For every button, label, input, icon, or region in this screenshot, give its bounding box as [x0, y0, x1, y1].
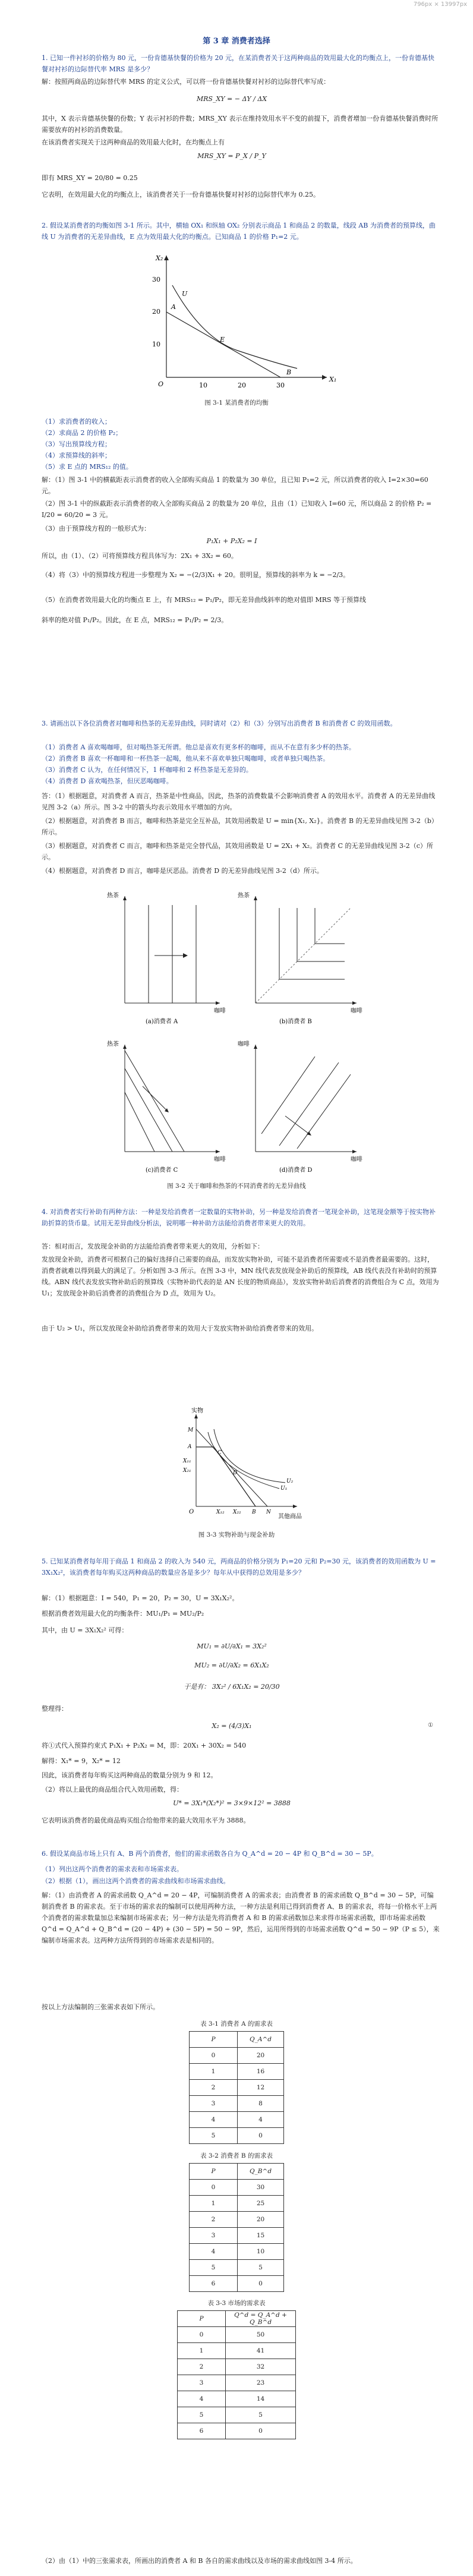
table-3-3 [177, 2310, 296, 2439]
table-3-3-caption: 表 3-3 市场的需求表 [207, 2300, 266, 2307]
fig33-label-x11: X₁₁ [183, 1458, 191, 1464]
table-3-2-caption: 表 3-2 消费者 B 的需求表 [200, 2152, 273, 2159]
q2-sub-1: （1）求消费者的收入； [42, 418, 111, 425]
table-row [190, 2048, 284, 2064]
q4-answer: 答：相对而言，发放现金补助的方法能给消费者带来更大的效用，分析如下： [42, 1243, 264, 1250]
fig32a-caption: (a)消费者 A [146, 1019, 178, 1025]
q6-answer-1: 解：（1）由消费者 A 的需求函数 Q_A^d = 20 − 4P，可编制消费者 A 的需求表；由消费者 B 的需求函数 Q_B^d = 30 − 5P，可编制消费者 B 的需求表。至于市场的需求表的编制可以使用两种方法，一种方法是利用已得到消费者 A、B 的需求表，将每一价格水平上两个消费者的需求数量加总来编制市场需求表；另一种方法是先将消费者 A 和 B 的需求函数加总来求得市场需求函数，即市场需求函数 Q^d = Q_A^d + Q_B^d = (20 − 4P) + (30 − 5P) = 50 − 9P，然后，运用所得到的市场需求函数 Q^d = 50 − 9P（P ≤ 5），来编制市场需求表。这两种方法所得到的市场需求表是相同的。 [42, 1891, 440, 1944]
table-cell: 41 [226, 2343, 296, 2359]
fig31-x-tick-20: 20 [238, 381, 246, 389]
table-cell: 6 [178, 2423, 226, 2439]
table-cell: 8 [238, 2096, 284, 2112]
q1-body-3: 即有 MRS_XY = 20/80 = 0.25 [42, 174, 138, 182]
q6-sub-1: （1）列出这两个消费者的需求表和市场需求表。 [42, 1865, 183, 1873]
q5-answer-intro: 解：（1）根据题意：I = 540，P₁ = 20，P₂ = 30，U = 3X₁X₂²。 [42, 1594, 239, 1602]
table-row [190, 2212, 284, 2228]
q2-sub-questions [42, 416, 440, 472]
table-3-3-header-p: P [178, 2311, 226, 2327]
table-cell: 2 [178, 2359, 226, 2375]
table-cell: 20 [238, 2212, 284, 2228]
table-3-1-header-p: P [190, 2032, 238, 2048]
table-row [178, 2359, 296, 2375]
table-row [190, 2080, 284, 2096]
table-cell: 3 [190, 2096, 238, 2112]
q5-x2-equation: X₂ = (4/3)X₁ [212, 1722, 252, 1730]
q5-answer-from: 其中，由 U = 3X₁X₂² 可得： [42, 1626, 128, 1634]
figure-3-2-caption: 图 3-2 关于咖啡和热茶的不同消费者的无差异曲线 [167, 1183, 306, 1190]
table-row [190, 2096, 284, 2112]
table-cell: 4 [178, 2391, 226, 2407]
q3-item-3: （3）消费者 C 认为，在任何情况下，1 杯咖啡和 2 杯热茶是无差异的。 [42, 766, 253, 774]
q1-body-4: 它表明，在效用最大化的均衡点上，该消费者关于一份肯德基快餐对衬衫的边际替代率为 0.25。 [42, 191, 320, 198]
table-row [190, 2276, 284, 2292]
q4-body-2: 由于 U₂ > U₁，所以发放现金补助给消费者带来的效用大于发放实物补助给消费者带来的效用。 [42, 1325, 319, 1332]
table-cell: 3 [178, 2375, 226, 2391]
q1-formula-equilibrium: MRS_XY = P_X / P_Y [197, 152, 266, 160]
q1-formula-mrs: MRS_XY = − ΔY / ΔX [196, 95, 267, 103]
fig31-x-tick-30: 30 [276, 381, 285, 389]
table-cell: 5 [178, 2407, 226, 2423]
table-row [178, 2407, 296, 2423]
fig31-x-tick-10: 10 [199, 381, 207, 389]
fig32d-y-label: 咖啡 [238, 1041, 250, 1048]
table-3-3-header-q: Q^d = Q_A^d + Q_B^d [226, 2311, 296, 2327]
fig33-label-b: B [252, 1509, 256, 1515]
q3-item-4: （4）消费者 D 喜欢喝热茶，但厌恶喝咖啡。 [42, 777, 173, 785]
table-cell: 2 [190, 2212, 238, 2228]
fig33-label-u1: U₁ [280, 1486, 288, 1492]
table-cell: 3 [190, 2228, 238, 2244]
q3-answer-1: 答：（1）根据题意，对消费者 A 而言，热茶是中性商品，因此，热茶的消费数量不会影响消费者 A 的效用水平。消费者 A 的无差异曲线见图 3-2（a）所示。图 3-2 中的箭头均表示效用水平增加的方向。 [42, 792, 436, 811]
table-cell: 0 [178, 2327, 226, 2343]
fig33-curve-u2 [214, 1429, 285, 1483]
q6-answer-3: （2）由（1）中的三张需求表，所画出的消费者 A 和 B 各自的需求曲线以及市场的需求曲线如图 3-4 所示。 [42, 2557, 357, 2565]
q1-body-2: 在该消费者实现关于这两种商品的效用最大化时，在均衡点上有 [42, 138, 225, 146]
table-3-1-caption: 表 3-1 消费者 A 的需求表 [200, 2020, 273, 2028]
table-cell: 0 [190, 2180, 238, 2196]
fig32-panel-a [107, 891, 226, 1025]
table-cell: 30 [238, 2180, 284, 2196]
q2-sub-4: （4）求预算线的斜率； [42, 452, 111, 459]
table-cell: 0 [226, 2423, 296, 2439]
table-cell: 50 [226, 2327, 296, 2343]
table-row [178, 2391, 296, 2407]
table-3-2 [189, 2163, 284, 2292]
q2-sub-3: （3）写出预算线方程； [42, 440, 111, 448]
table-row [190, 2260, 284, 2276]
q3-items [42, 742, 440, 787]
fig31-indifference-curve-u [172, 285, 297, 368]
fig33-label-x12: X₁₂ [216, 1509, 225, 1515]
chapter-title: 第 3 章 消费者选择 [203, 37, 270, 46]
q5-solve: 解得：X₁* = 9，X₂* = 12 [42, 1757, 121, 1765]
q6-answer-2: 按以上方法编制的三张需求表如下所示。 [42, 2003, 159, 2011]
table-cell: 1 [190, 2196, 238, 2212]
fig32-panel-d [238, 1040, 362, 1174]
fig32c-x-label: 咖啡 [214, 1156, 226, 1163]
q5-mu1: MU₁ = ∂U/∂X₁ = 3X₂² [197, 1642, 267, 1650]
q3-answer-2: （2）根据题意，对消费者 B 而言，咖啡和热茶是完全互补品，其效用函数是 U = min{X₁, X₂}。消费者 B 的无差异曲线见图 3-2（b）所示。 [42, 817, 438, 836]
fig33-label-m: M [188, 1427, 194, 1433]
fig31-origin: O [158, 380, 164, 388]
q2-sub-2: （2）求商品 2 的价格 P₂； [42, 429, 122, 437]
q5-total-utility: U* = 3X₁*(X₂*)² = 3×9×12² = 3888 [173, 1799, 291, 1807]
q2-answer-1: 解：（1）图 3-1 中的横截距表示消费者的收入全部购买商品 1 的数量为 30 单位，且已知 P₁=2 元，所以消费者的收入 I=2×30=60 元。 [42, 476, 428, 495]
q5-question: 5. 已知某消费者每年用于商品 1 和商品 2 的收入为 540 元，两商品的价格分别为 P₁=20 元和 P₂=30 元，该消费者的效用函数为 U = 3X₁X₂²，该消费者每年购买这两种商品的数量应各是多少？每年从中获得的总效用是多少？ [42, 1557, 436, 1577]
fig32a-y-label: 热茶 [107, 893, 119, 899]
table-cell: 32 [226, 2359, 296, 2375]
table-cell: 25 [238, 2196, 284, 2212]
table-row [178, 2423, 296, 2439]
q5-answer-condition: 根据消费者效用最大化的均衡条件：MU₁/P₁ = MU₂/P₂ [42, 1610, 204, 1618]
q5-simplify: 整理得： [42, 1705, 68, 1713]
q5-total-utility-conclusion: 它表明该消费者的最优商品购买组合给他带来的最大效用水平为 3888。 [42, 1817, 250, 1824]
fig32b-caption: (b)消费者 B [279, 1019, 312, 1025]
fig33-y-label: 实物 [191, 1408, 203, 1414]
q3-answer-3: （3）根据题意，对消费者 C 而言，咖啡和热茶是完全替代品，其效用函数是 U = 2X₁ + X₂。消费者 C 的无差异曲线见图 3-2（c）所示。 [42, 842, 433, 861]
q5-budget: 将①式代入预算约束式 P₁X₁ + P₂X₂ = M，即：20X₁ + 30X₂ = 540 [42, 1742, 247, 1749]
fig33-label-x22: X₂₂ [233, 1509, 241, 1515]
q1-question: 1. 已知一件衬衫的价格为 80 元，一份肯德基快餐的价格为 20 元，在某消费者关于这两种商品的效用最大化的均衡点上，一份肯德基快餐对衬衫的边际替代率 MRS 是多少？ [42, 54, 434, 73]
fig33-x-label: 其他商品 [278, 1514, 302, 1520]
figure-3-3-chart [178, 1405, 309, 1524]
table-cell: 20 [238, 2048, 284, 2064]
fig33-label-a: A [188, 1444, 192, 1450]
figure-3-2-panels [101, 884, 374, 1175]
table-cell: 12 [238, 2080, 284, 2096]
q2-sub-5: （5）求 E 点的 MRS₁₂ 的值。 [42, 463, 133, 471]
fig31-y-tick-10: 10 [152, 340, 160, 348]
q2-answer-5b: 斜率的绝对值 P₁/P₂。因此，在 E 点，MRS₁₂ = P₁/P₂ = 2/3。 [42, 616, 228, 624]
fig32b-x-label: 咖啡 [351, 1008, 362, 1014]
table-row [190, 2228, 284, 2244]
table-cell: 4 [190, 2112, 238, 2128]
q2-answer-3-formula: P₁X₁ + P₂X₂ = I [206, 537, 257, 545]
table-3-1 [189, 2031, 284, 2144]
table-cell: 1 [178, 2343, 226, 2359]
fig33-label-n: N [266, 1509, 271, 1515]
table-3-1-header-q: Q_A^d [238, 2032, 284, 2048]
fig31-y-axis-label: X₂ [156, 254, 163, 262]
q1-answer-intro: 解：按照两商品的边际替代率 MRS 的定义公式，可以将一份肯德基快餐对衬衫的边际替代率写成： [42, 78, 330, 86]
table-row [190, 2112, 284, 2128]
table-cell: 6 [190, 2276, 238, 2292]
fig33-label-u2: U₂ [286, 1478, 294, 1484]
fig31-x-axis-label: X₁ [329, 376, 337, 383]
fig32-panel-c [107, 1040, 226, 1174]
table-cell: 0 [238, 2128, 284, 2144]
q2-answer-2: （2）图 3-1 中的纵截距表示消费者的收入全部购买商品 2 的数量为 20 单位，且由（1）已知收入 I=60 元，所以商品 2 的价格 P₂ = I/20 = 60/20 = 3 元。 [42, 500, 432, 519]
q6-question: 6. 假设某商品市场上只有 A、B 两个消费者，他们的需求函数各自为 Q_A^d = 20 − 4P 和 Q_B^d = 30 − 5P。 [42, 1850, 378, 1858]
q5-total-utility-intro: （2）将以上最优的商品组合代入效用函数，得： [42, 1786, 183, 1793]
table-cell: 2 [190, 2080, 238, 2096]
table-cell: 0 [238, 2276, 284, 2292]
fig32d-x-label: 咖啡 [351, 1156, 362, 1163]
fig33-label-x21: X₂₁ [183, 1468, 191, 1474]
q4-question: 4. 对消费者实行补助有两种方法：一种是发给消费者一定数量的实物补助，另一种是发给消费者一笔现金补助，这笔现金额等于按实物补助折算的货币量。试用无差异曲线分析法，说明哪一种补助方法能给消费者带来更大的效用。 [42, 1208, 436, 1227]
table-row [178, 2327, 296, 2343]
table-cell: 10 [238, 2244, 284, 2260]
q2-question: 2. 假设某消费者的均衡如图 3-1 所示。其中，横轴 OX₁ 和纵轴 OX₂ 分别表示商品 1 和商品 2 的数量，线段 AB 为消费者的预算线，曲线 U 为消费者的无差异曲线，E 点为效用最大化的均衡点。已知商品 1 的价格 P₁=2 元。 [42, 222, 436, 241]
fig33-line-mn [196, 1429, 267, 1506]
table-row [178, 2375, 296, 2391]
table-row [190, 2128, 284, 2144]
table-cell: 1 [190, 2064, 238, 2080]
figure-3-1-caption: 图 3-1 某消费者的均衡 [204, 399, 269, 406]
fig33-label-c: C [217, 1450, 222, 1456]
table-cell: 5 [238, 2260, 284, 2276]
table-row [190, 2244, 284, 2260]
q2-answer-3a: （3）由于预算线方程的一般形式为： [42, 525, 150, 532]
q2-answer-4: （4）将（3）中的预算线方程进一步整理为 X₂ = −(2/3)X₁ + 20。很明显，预算线的斜率为 k = −2/3。 [42, 571, 350, 579]
q4-body-1: 发放现金补助，消费者可根据自己的偏好选择自己需要的商品，而发放实物补助，可能不是消费者所需要或不是消费者最需要的。这时，消费者就难以得到最大的满足了。分析如图 3-3 所示。在图 3-3 中，MN 线代表发放现金补助后的预算线，AB 线代表没有补助时的预算线。ABN 线代表发放实物补助后的预算线（实物补助代表的是 AN 长度的物质商品），发放实物补助后消费者的消费组合为 C 点，效用为 U₁；发放现金补助后消费者的消费组合为 D 点，效用为 U₂。 [42, 1256, 439, 1297]
q5-conclusion: 因此，该消费者每年购买这两种商品的数量分别为 9 和 12。 [42, 1771, 217, 1779]
q6-sub-2: （2）根据（1），画出这两个消费者的需求曲线和市场需求曲线。 [42, 1877, 230, 1885]
fig32c-caption: (c)消费者 C [146, 1167, 178, 1174]
table-cell: 14 [226, 2391, 296, 2407]
table-cell: 5 [190, 2260, 238, 2276]
figure-3-3-caption: 图 3-3 实物补助与现金补助 [198, 1531, 275, 1538]
fig32a-x-label: 咖啡 [214, 1008, 226, 1014]
fig33-origin: O [189, 1509, 194, 1515]
q1-body-1: 其中，X 表示肯德基快餐的份数；Y 表示衬衫的件数；MRS_XY 表示在维持效用水平不变的前提下，消费者增加一份肯德基快餐消费时所需要放弃的衬衫的消费数量。 [42, 115, 439, 134]
fig32-panel-b [238, 891, 362, 1025]
fig32d-caption: (d)消费者 D [279, 1167, 313, 1174]
table-cell: 23 [226, 2375, 296, 2391]
table-3-2-header-q: Q_B^d [238, 2164, 284, 2180]
fig32c-y-label: 热茶 [107, 1041, 119, 1048]
q5-ratio: 于是有： 3X₂² / 6X₁X₂ = 20/30 [184, 1683, 280, 1691]
table-3-2-header-p: P [190, 2164, 238, 2180]
table-row [190, 2180, 284, 2196]
q2-answer-3b: 所以，由（1）、（2）可将预算线方程具体写为：2X₁ + 3X₂ = 60。 [42, 552, 238, 560]
fig31-label-u: U [182, 290, 188, 298]
image-size-note: 796px × 13997px [413, 1, 467, 8]
fig32b-y-label: 热茶 [238, 893, 250, 899]
q2-answer-5a: （5）在消费者效用最大化的均衡点 E 上，有 MRS₁₂ = P₁/P₂，即无差异曲线斜率的绝对值即 MRS 等于预算线 [42, 596, 367, 604]
q3-item-1: （1）消费者 A 喜欢喝咖啡，但对喝热茶无所谓。他总是喜欢有更多杯的咖啡，而从不在意有多少杯的热茶。 [42, 743, 355, 751]
fig31-y-tick-20: 20 [152, 308, 160, 316]
table-cell: 4 [238, 2112, 284, 2128]
table-cell: 15 [238, 2228, 284, 2244]
table-row [190, 2064, 284, 2080]
q3-item-2: （2）消费者 B 喜欢一杯咖啡和一杯热茶一起喝，他从来不喜欢单独只喝咖啡，或者单独只喝热茶。 [42, 755, 330, 762]
table-cell: 5 [190, 2128, 238, 2144]
table-cell: 4 [190, 2244, 238, 2260]
table-cell: 16 [238, 2064, 284, 2080]
q3-question: 3. 请画出以下各位消费者对咖啡和热茶的无差异曲线，同时请对（2）和（3）分别写出消费者 B 和消费者 C 的效用函数。 [42, 720, 397, 727]
fig31-budget-line-ab [166, 312, 280, 377]
fig31-label-e: E [220, 336, 225, 343]
fig31-label-a: A [171, 303, 176, 311]
table-row [178, 2343, 296, 2359]
fig31-y-tick-30: 30 [152, 276, 160, 283]
fig33-label-d: D [233, 1470, 238, 1476]
q5-mu2: MU₂ = ∂U/∂X₂ = 6X₁X₂ [194, 1661, 269, 1669]
table-cell: 5 [226, 2407, 296, 2423]
fig31-label-b: B [286, 368, 292, 376]
q5-equation-number: ① [428, 1722, 433, 1729]
table-cell: 0 [190, 2048, 238, 2064]
table-row [190, 2196, 284, 2212]
q3-answer-4: （4）根据题意，对消费者 D 而言，咖啡是厌恶品。消费者 D 的无差异曲线见图 3-2（d）所示。 [42, 867, 323, 875]
figure-3-1-chart [149, 250, 339, 395]
